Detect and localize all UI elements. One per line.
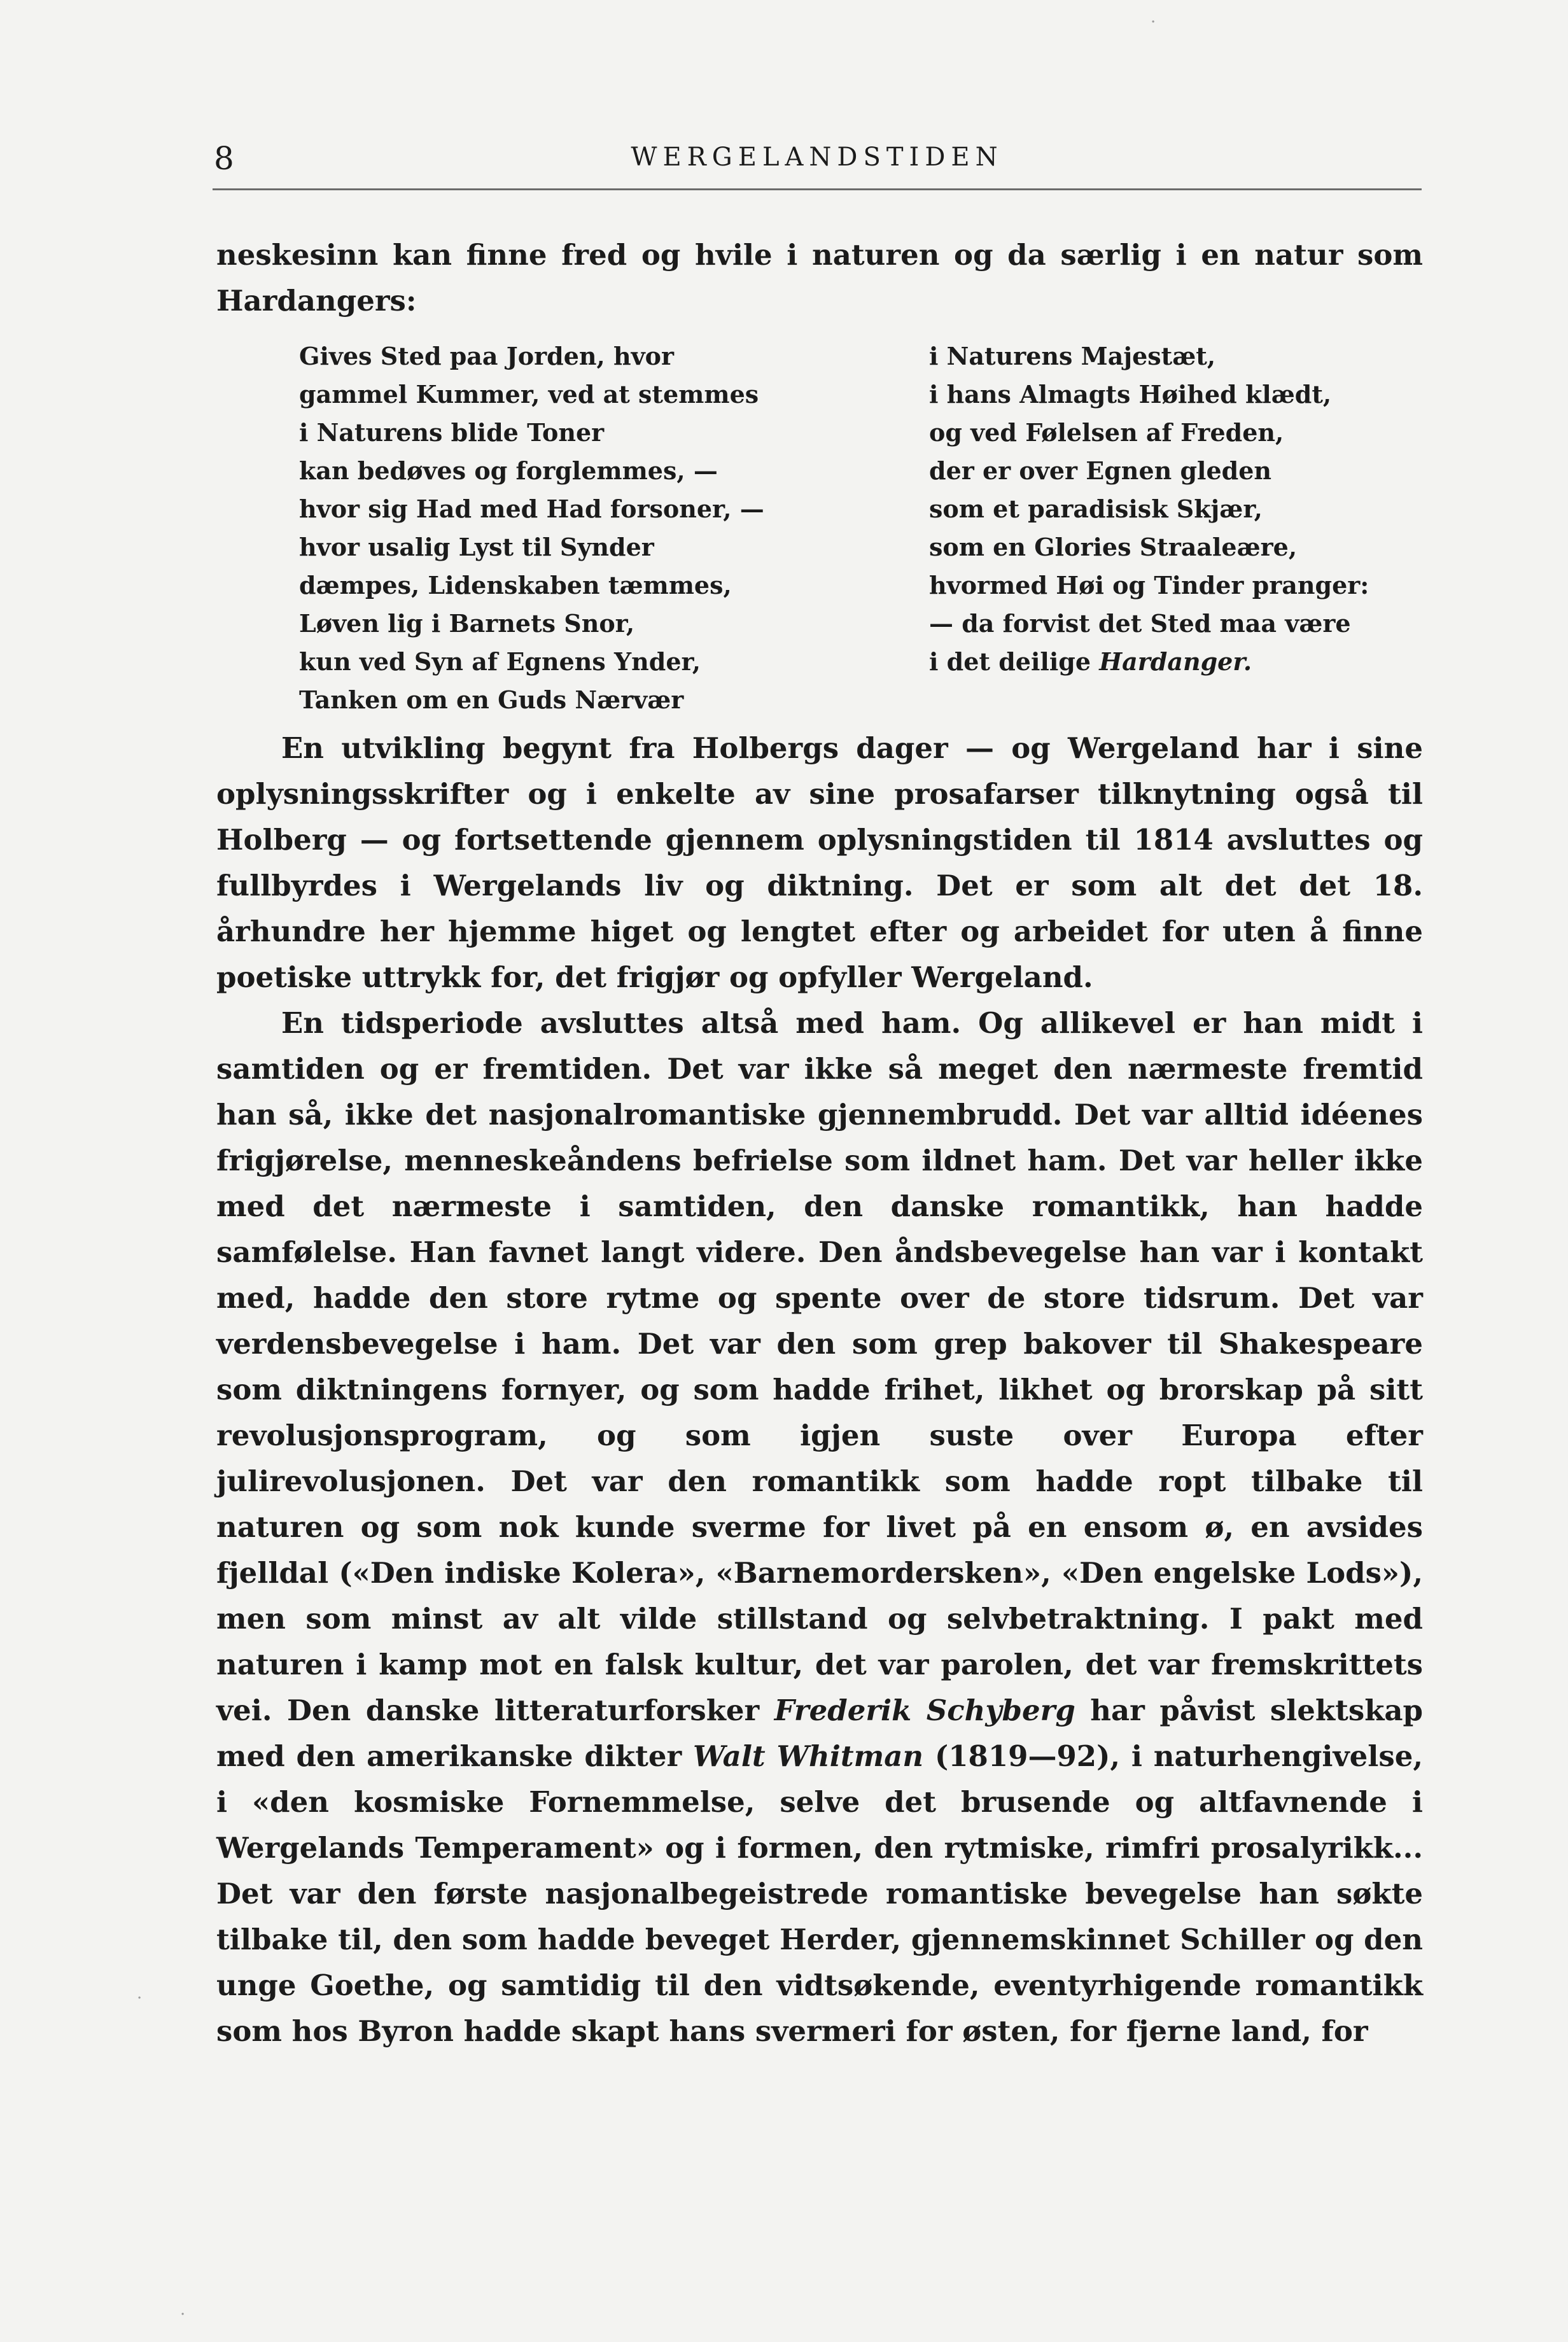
paragraph-2-part-3: (1819—92), i naturhengivelse, i «den kosmiske Fornemmelse, selve det brusende og altfavnende i Wergelands Temperament» og i formen, den rytmiske, rimfri prosalyrikk... Det var den første nasjonalbegeistrede romantiske bevegelse han søkte tilbake til, den som hadde beveget Herder, gjennemskinnet Schiller og den unge Goethe, og samtidig til den vidtsøkende, eventyrhigende romantikk som hos Byron hadde skapt hans svermeri for østen, for fjerne land, for [216,1739,1423,2048]
speck-mark: · [137,1989,143,2008]
poem-line: — da forvist det Sted maa være [929,609,1351,638]
paragraph-2 [216,1000,1423,2054]
poem-line: kan bedøves og forglemmes, — [299,456,718,485]
speck-mark: · [180,2305,186,2324]
header-rule [213,188,1422,190]
author-name-whitman: Walt Whitman [693,1739,924,1773]
poem-line: der er over Egnen gleden [929,456,1272,485]
main-text [216,726,1423,2054]
running-head: WERGELANDSTIDEN [631,143,1004,172]
speck-mark: · [1151,13,1156,32]
poem-line-italic: Hardanger. [1099,647,1252,676]
paragraph-2-part-2: har påvist slektskap med den amerikanske dikter [216,1693,1424,1773]
poem-line: og ved Følelsen af Freden, [929,418,1284,447]
poem-line: hvor sig Had med Had forsoner, — [299,494,764,523]
poem-line: hvormed Høi og Tinder pranger: [929,571,1369,600]
page-header [213,140,1422,185]
page-number: 8 [214,140,234,177]
poem-line: Gives Sted paa Jorden, hvor [299,342,675,370]
poem-line: som et paradisisk Skjær, [929,494,1263,523]
poem-line: i Naturens blide Toner [299,418,605,447]
poem-line: Tanken om en Guds Nærvær [299,685,684,714]
poem-line: dæmpes, Lidenskaben tæmmes, [299,571,732,600]
poem-line: hvor usalig Lyst til Synder [299,533,654,561]
poem-line-text: i det deilige [929,647,1100,676]
poem-left-column [299,337,764,719]
paragraph-2-part-1: En tidsperiode avsluttes altså med ham. Og allikevel er han midt i samtiden og er fremtiden. Det var ikke så meget den nærmeste fremtid han så, ikke det nasjonalromantiske gjennembrudd. Det var alltid idéenes frigjørelse, menneskeåndens befrielse som ildnet ham. Det var heller ikke med det nærmeste i samtiden, den danske romantikk, han hadde samfølelse. Han favnet langt videre. Den åndsbevegelse han var i kontakt med, hadde den store rytme og spente over de store tidsrum. Det var verdensbevegelse i ham. Det var den som grep bakover til Shakespeare som diktningens fornyer, og som hadde frihet, likhet og brorskap på sitt revolusjonsprogram, og som igjen suste over Europa efter julirevolusjonen. Det var den romantikk som hadde ropt tilbake til naturen og som nok kunde sverme for livet på en ensom ø, en avsides fjelldal («Den indiske Kolera», «Barnemordersken», «Den engelske Lods»), men som minst av alt vilde stillstand og selvbetraktning. I pakt med naturen i kamp mot en falsk kultur, det var parolen, det var fremskrittets vei. Den danske litteraturforsker [216,1006,1423,1727]
poem-line-last [929,643,1369,681]
poem-line: gammel Kummer, ved at stemmes [299,380,759,409]
poem-line: Løven lig i Barnets Snor, [299,609,635,638]
poem-line: i hans Almagts Høihed klædt, [929,380,1332,409]
intro-paragraph: neskesinn kan finne fred og hvile i naturen og da særlig i en natur som Hardangers: [216,238,1423,318]
poem-right-column [929,337,1369,681]
poem-line: kun ved Syn af Egnens Ynder, [299,647,701,676]
poem-line: i Naturens Majestæt, [929,342,1216,370]
paragraph-1: En utvikling begynt fra Holbergs dager — og Wergeland har i sine oplysningsskrifter og i enkelte av sine prosafarser tilknytning også til Holberg — og fortsettende gjennem oplysningstiden til 1814 avsluttes og fullbyrdes i Wergelands liv og diktning. Det er som alt det det 18. århundre her hjemme higet og lengtet efter og arbeidet for uten å finne poetiske uttrykk for, det frigjør og opfyller Wergeland. [216,731,1423,994]
author-name-schyberg: Frederik Schyberg [774,1693,1075,1727]
poem-line: som en Glories Straaleære, [929,533,1298,561]
